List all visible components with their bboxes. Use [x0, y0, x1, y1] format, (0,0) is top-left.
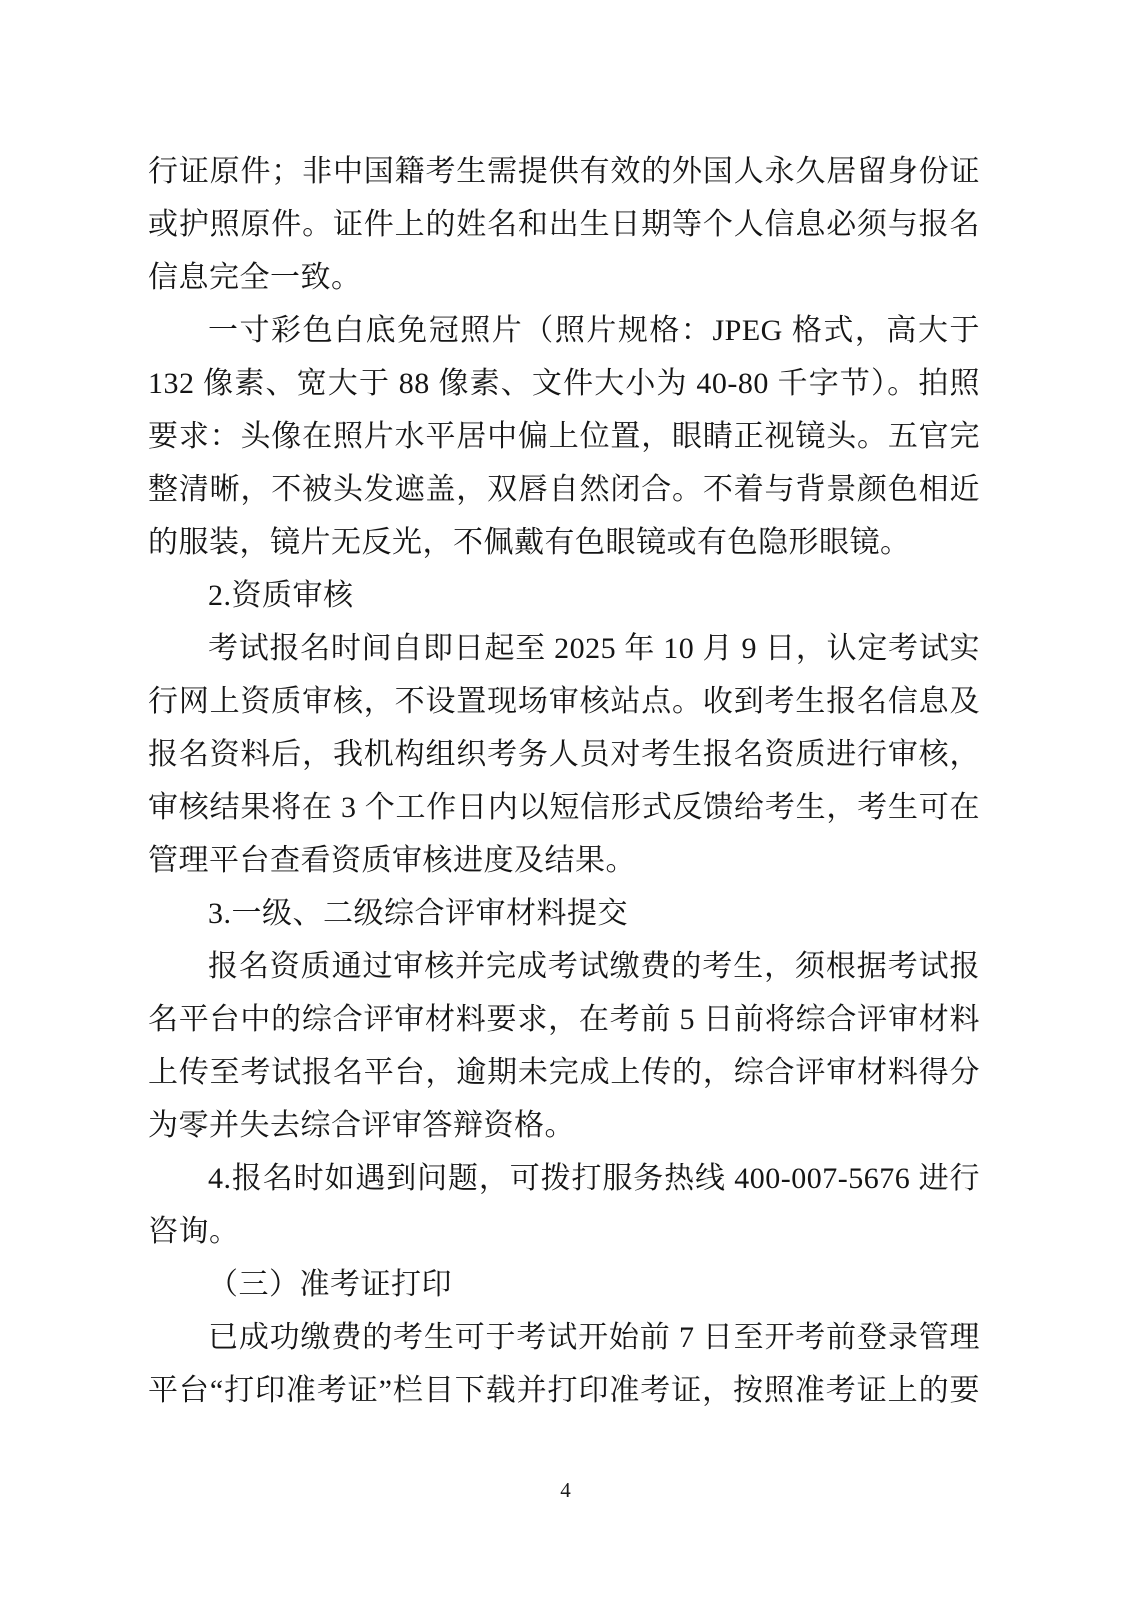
text-line: 行网上资质审核，不设置现场审核站点。收到考生报名信息及 — [148, 685, 980, 718]
section-heading: 2.资质审核 — [208, 579, 354, 612]
text-line: 132 像素、宽大于 88 像素、文件大小为 40-80 千字节）。拍照 — [148, 367, 980, 400]
body-text — [148, 145, 980, 1417]
text-line: 报名资质通过审核并完成考试缴费的考生，须根据考试报 — [208, 950, 980, 983]
text-line: 整清晰，不被头发遮盖，双唇自然闭合。不着与背景颜色相近 — [148, 473, 980, 506]
page-number: 4 — [560, 1478, 571, 1502]
text-line: 行证原件；非中国籍考生需提供有效的外国人永久居留身份证 — [148, 155, 980, 188]
section-heading: （三）准考证打印 — [208, 1268, 452, 1301]
text-line: 信息完全一致。 — [148, 261, 362, 294]
text-line: 4.报名时如遇到问题，可拨打服务热线 400-007-5676 进行 — [208, 1162, 980, 1195]
text-line: 报名资料后，我机构组织考务人员对考生报名资质进行审核， — [148, 738, 980, 771]
text-line: 已成功缴费的考生可于考试开始前 7 日至开考前登录管理 — [208, 1321, 980, 1354]
text-line: 审核结果将在 3 个工作日内以短信形式反馈给考生，考生可在 — [148, 791, 980, 824]
text-line: 平台“打印准考证”栏目下载并打印准考证，按照准考证上的要 — [148, 1374, 980, 1407]
text-line: 考试报名时间自即日起至 2025 年 10 月 9 日，认定考试实 — [208, 632, 980, 665]
text-line: 要求：头像在照片水平居中偏上位置，眼睛正视镜头。五官完 — [148, 420, 980, 453]
section-heading: 3.一级、二级综合评审材料提交 — [208, 897, 628, 930]
text-line: 上传至考试报名平台，逾期未完成上传的，综合评审材料得分 — [148, 1056, 980, 1089]
text-line: 一寸彩色白底免冠照片（照片规格：JPEG 格式，高大于 — [208, 314, 980, 347]
text-line: 的服装，镜片无反光，不佩戴有色眼镜或有色隐形眼镜。 — [148, 526, 911, 559]
text-line: 管理平台查看资质审核进度及结果。 — [148, 844, 636, 877]
text-line: 名平台中的综合评审材料要求，在考前 5 日前将综合评审材料 — [148, 1003, 980, 1036]
text-line: 为零并失去综合评审答辩资格。 — [148, 1109, 575, 1142]
text-line: 咨询。 — [148, 1215, 240, 1248]
text-line: 或护照原件。证件上的姓名和出生日期等个人信息必须与报名 — [148, 208, 980, 241]
